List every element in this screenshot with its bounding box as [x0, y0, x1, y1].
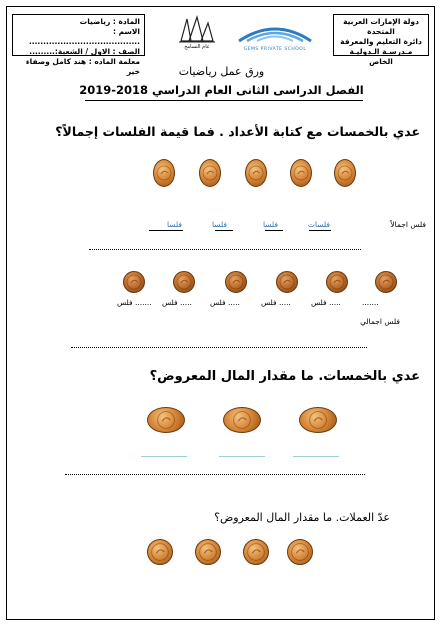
q3-answer-line[interactable] [65, 474, 365, 475]
coin-icon [195, 539, 221, 565]
header-right-line: مـدرسـة الـدوليـة الخاص [349, 47, 413, 66]
q1-unit-label: فلسا [211, 220, 227, 229]
subject-line: المادة : رياضيات [79, 17, 140, 26]
q1-unit-label: فلسا [166, 220, 182, 229]
coin-icon [243, 539, 269, 565]
name-line: الاسم : ....................................... [28, 27, 140, 46]
tolerance-logo-text: عام التسامح [184, 44, 210, 50]
coin-icon [225, 271, 247, 293]
q2-label: ..... فلس [311, 298, 341, 307]
coin-icon [290, 159, 312, 187]
q3-blank[interactable] [141, 456, 187, 457]
tolerance-logo-icon [175, 15, 219, 45]
coin-icon [375, 271, 397, 293]
header-right-line: المتحدة [367, 27, 395, 36]
header-left-box [12, 14, 145, 76]
coin-icon [287, 539, 313, 565]
coin-icon [199, 159, 221, 187]
q2-label: ....... فلس [117, 298, 152, 307]
question-1-text: عدي بالخمسات مع كتابة الأعداد . فما قيمة الفلسات إجمالاً؟ [55, 124, 420, 139]
coin-icon [147, 407, 185, 433]
semester-title: الفصل الدراسى الثانى العام الدراسي 2018-2019 [79, 83, 364, 97]
q2-total-label: فلس اجمالي [360, 317, 400, 326]
school-logo-text: GEMS PRIVATE SCHOOL [243, 47, 307, 52]
header-right-line: دولة الإمارات العربية [343, 17, 419, 26]
q2-label: ..... فلس [210, 298, 240, 307]
coin-icon [326, 271, 348, 293]
q2-label: ....... [362, 298, 379, 307]
title-underline [85, 100, 363, 101]
q1-blank[interactable] [265, 230, 283, 231]
coin-icon [123, 271, 145, 293]
q3-blank[interactable] [293, 456, 339, 457]
coin-icon [276, 271, 298, 293]
q1-blank[interactable] [215, 230, 233, 231]
question-3-text: عدي بالخمسات. ما مقدار المال المعروض؟ [149, 369, 420, 384]
coin-icon [245, 159, 267, 187]
q2-label: ..... فلس [261, 298, 291, 307]
tolerance-logo [175, 15, 219, 55]
coin-icon [223, 407, 261, 433]
q2-label: ..... فلس [162, 298, 192, 307]
q1-total-label: فلس اجمالاً [390, 220, 426, 229]
q2-answer-line[interactable] [71, 347, 367, 348]
coin-icon [153, 159, 175, 187]
teacher-line: معلمة الماده : هند كامل وصفاء خير [25, 57, 140, 76]
q1-unit-label: فلسا [262, 220, 278, 229]
coin-icon [334, 159, 356, 187]
header-right-line: دائرة التعليم والمعرفة [340, 37, 422, 46]
coin-icon [299, 407, 337, 433]
worksheet-title: ورق عمل رياضيات [178, 65, 265, 78]
coin-icon [173, 271, 195, 293]
school-logo [229, 19, 321, 55]
school-logo-icon [229, 19, 321, 47]
coin-icon [147, 539, 173, 565]
question-4-text: عدّ العملات. ما مقدار المال المعروض؟ [214, 511, 390, 524]
header-right-box [333, 14, 429, 66]
q1-blank[interactable] [149, 230, 175, 231]
class-line: الصف : الاول / الشعبة:......... [29, 47, 140, 56]
worksheet-page [6, 6, 435, 620]
q1-unit-label: فلسات [307, 220, 330, 229]
q1-blank[interactable] [309, 230, 331, 231]
q1-answer-line[interactable] [89, 249, 361, 250]
q3-blank[interactable] [219, 456, 265, 457]
